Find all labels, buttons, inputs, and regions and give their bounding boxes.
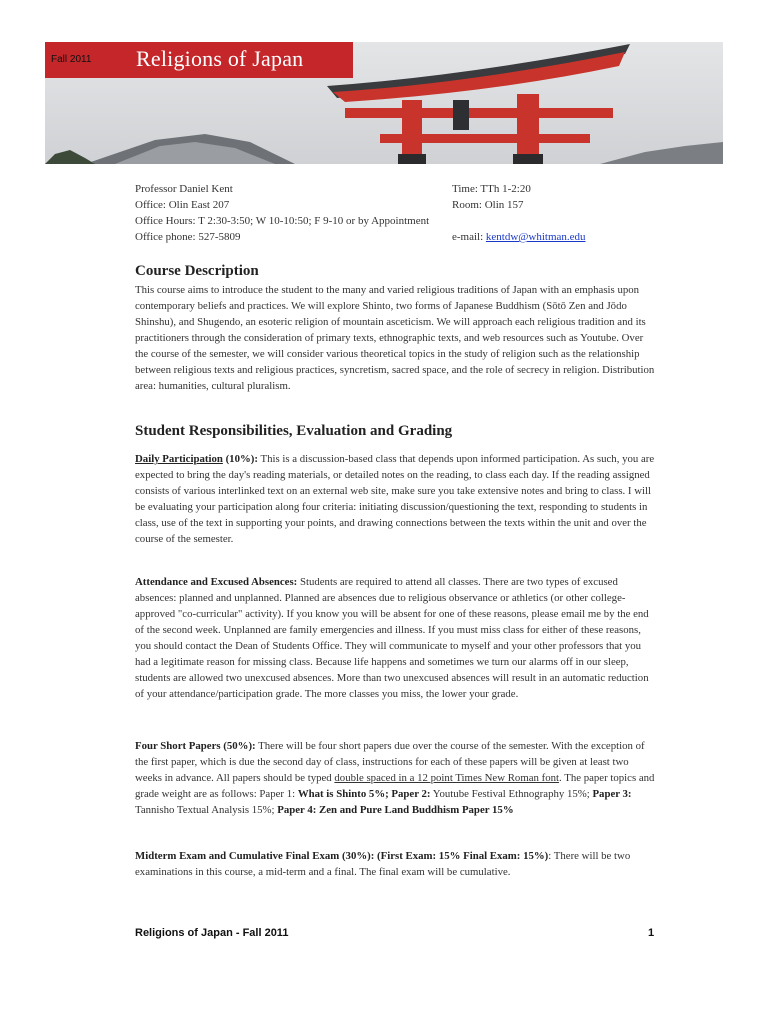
exams-breakdown: (First Exam: 15% Final Exam: 15%): [374, 850, 549, 862]
participation-label: Daily Participation: [135, 453, 223, 465]
paper-2-label: Paper 2:: [388, 788, 431, 800]
attendance-text: Students are required to attend all classes. There are two types of excused absences: planned and unplanned. Planned are absences due to religious observance or athletics (or other college-approved "co-curricular" activity). If you know you will be absent for one of these reasons, please email me by the end of the second week. Unplanned are family emergencies and illness. If you must miss class for either of these reasons, you should contact the Dean of Students Office. They will communicate to myself and your other professors that you had a legitimate reason for missing class. Because life happens and sometimes we turn our alarms off in our sleep, students are allowed two unexcused absences. More than two unexcused absences will result in an automatic reduction of your attendance/participation grade. The more classes you miss, the lower your grade.: [135, 576, 649, 700]
paper-4-topic: Paper 4: Zen and Pure Land Buddhism Paper 15%: [274, 804, 514, 816]
papers-text-1: There will be four short papers due over the course of the semester. With the exception of the first paper, which is due the second day of class, instructions for each of these papers will be given at least two weeks in advance. All papers should be typed: [135, 740, 645, 784]
paper-1-topic: What is Shinto 5%;: [297, 788, 389, 800]
title-bar: [45, 42, 353, 78]
attendance-paragraph: [135, 574, 657, 702]
attendance-label: Attendance and Excused Absences:: [135, 576, 298, 588]
paper-3-topic: Tannisho Textual Analysis 15%;: [135, 804, 275, 816]
paper-2-topic: Youtube Festival Ethnography 15%;: [430, 788, 590, 800]
papers-pct: (50%):: [220, 740, 256, 752]
email-link[interactable]: kentdw@whitman.edu: [485, 231, 586, 243]
participation-pct: (10%):: [222, 453, 258, 465]
professor-name: Professor Daniel Kent: [135, 183, 233, 195]
participation-paragraph: [135, 451, 657, 547]
class-time: Time: TTh 1-2:20: [452, 183, 531, 195]
office-hours: Office Hours: T 2:30-3:50; W 10-10:50; F 9-10 or by Appointment: [135, 215, 430, 227]
office-phone: Office phone: 527-5809: [135, 231, 241, 243]
course-description-heading: Course Description: [135, 263, 259, 279]
page-number: 1: [648, 927, 655, 939]
papers-format-requirement: double spaced in a 12 point Times New Roman font: [334, 772, 560, 784]
exams-label: Midterm Exam and Cumulative Final Exam: [135, 850, 340, 862]
exams-text: : There will be two examinations in this course, a mid-term and a final. The final exam will be cumulative.: [135, 850, 631, 878]
exams-paragraph: [135, 848, 657, 880]
course-description-text: This course aims to introduce the student to the many and varied religious traditions of Japan with an emphasis upon contemporary beliefs and practices. We will explore Shinto, two forms of Japanese Buddhism (Sōtō Zen and Jōdo Shinshu), and Shugendo, an esoteric religion of mountain asceticism. We will approach each religious tradition and its practitioners through the consideration of primary texts, ethnographic texts, and web resources such as Youtube. Over the course of the semester, we will consider various theoretical topics in the study of religion such as the relationship between religious texts and religious practices, syncretism, sacred space, and the role of secrecy in religion. Distribution area: humanities, cultural pluralism.: [135, 284, 655, 392]
participation-text: This is a discussion-based class that depends upon informed participation. As such, you are expected to bring the day's reading materials, or detailed notes on the reading, to class each day. If the reading assigned consists of various interlinked text on an external web site, make sure you take extensive notes and bring to class. I will be evaluating your participation along four criteria: initiating discussion/questioning the text, responding to students in class, use of the text in supporting your points, and drawing connections between the texts within the unit and over the course of the semester.: [135, 453, 655, 545]
course-info-right: [452, 181, 586, 245]
paper-3-label: Paper 3:: [589, 788, 632, 800]
responsibilities-heading: Student Responsibilities, Evaluation and Grading: [135, 423, 453, 439]
papers-paragraph: [135, 738, 657, 818]
exams-pct: (30%):: [339, 850, 375, 862]
class-room: Room: Olin 157: [452, 199, 524, 211]
course-info-left: [135, 181, 429, 245]
office-location: Office: Olin East 207: [135, 199, 230, 211]
papers-label: Four Short Papers: [135, 740, 221, 752]
term-tag: Fall 2011: [51, 54, 92, 65]
email-label: e-mail:: [452, 231, 486, 243]
papers-text-2: . The paper topics and grade weight are as follows: Paper 1:: [135, 772, 655, 800]
page-title: Religions of Japan: [136, 46, 304, 71]
footer-title: Religions of Japan - Fall 2011: [135, 927, 289, 939]
